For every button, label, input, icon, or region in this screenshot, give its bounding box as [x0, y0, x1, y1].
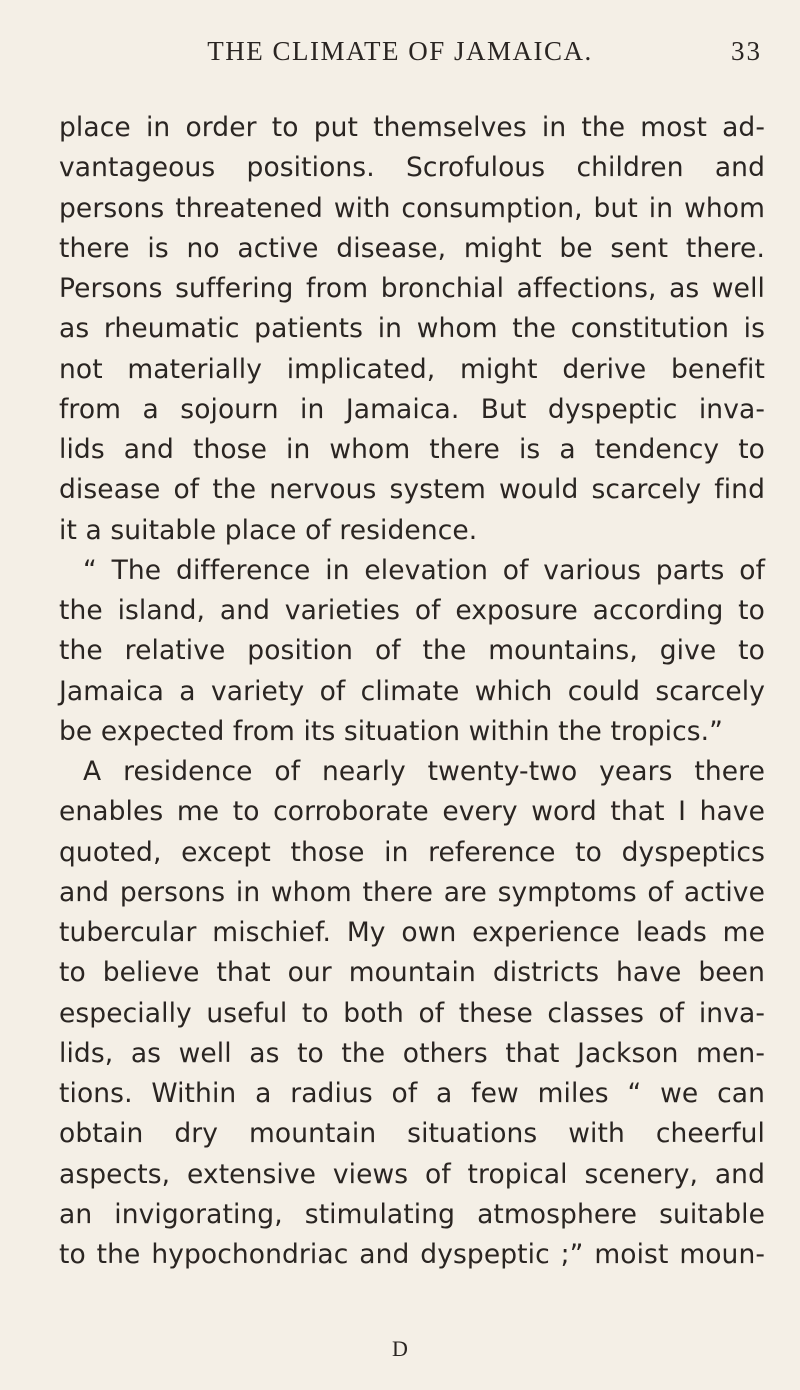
text-line: “ The difference in elevation of various parts of — [83, 554, 765, 586]
text-line: Persons suffering from bronchial affections, as well — [59, 273, 765, 304]
text-line: an invigorating, stimulating atmosphere suitable — [59, 1198, 765, 1230]
text-line: it a suitable place of residence. — [59, 514, 478, 546]
text-line: as rheumatic patients in whom the constitution is — [59, 313, 765, 345]
page-number: 33 — [731, 36, 762, 66]
text-line: especially useful to both of these classes of inva- — [59, 997, 765, 1029]
text-line: from a sojourn in Jamaica. But dyspeptic inva- — [59, 393, 765, 425]
text-line: to believe that our mountain districts have been — [59, 957, 765, 989]
text-line: lids and those in whom there is a tendency to — [59, 434, 765, 465]
text-line: vantageous positions. Scrofulous children and — [59, 152, 765, 184]
text-line: and persons in whom there are symptoms of active — [59, 876, 765, 908]
text-line: be expected from its situation within the tropics.” — [59, 715, 724, 747]
text-line: A residence of nearly twenty-two years there — [83, 756, 765, 787]
text-line: tubercular mischief. My own experience leads me — [59, 917, 765, 948]
text-line: there is no active disease, might be sent there. — [59, 232, 765, 264]
body-text — [59, 108, 765, 1275]
text-line: tions. Within a radius of a few miles “ we can — [59, 1078, 765, 1109]
text-line: the island, and varieties of exposure according to — [59, 595, 765, 626]
running-title: THE CLIMATE OF JAMAICA. — [207, 36, 593, 66]
text-line: disease of the nervous system would scarcely find — [59, 474, 765, 506]
running-head — [60, 36, 772, 76]
signature-mark: D — [392, 1336, 408, 1361]
text-line: aspects, extensive views of tropical scenery, and — [59, 1158, 765, 1190]
text-line: quoted, except those in reference to dyspeptics — [59, 836, 765, 868]
text-line: place in order to put themselves in the most ad- — [59, 112, 765, 143]
text-line: not materially implicated, might derive benefit — [59, 353, 765, 385]
text-line: Jamaica a variety of climate which could scarcely — [59, 675, 765, 707]
text-line: the relative position of the mountains, give to — [59, 635, 765, 667]
text-line: lids, as well as to the others that Jackson men- — [59, 1037, 765, 1069]
text-line: persons threatened with consumption, but in whom — [59, 192, 765, 224]
text-line: enables me to corroborate every word that I have — [59, 796, 765, 828]
text-line: to the hypochondriac and dyspeptic ;” moist moun- — [59, 1239, 765, 1270]
text-line: obtain dry mountain situations with cheerful — [59, 1118, 765, 1150]
